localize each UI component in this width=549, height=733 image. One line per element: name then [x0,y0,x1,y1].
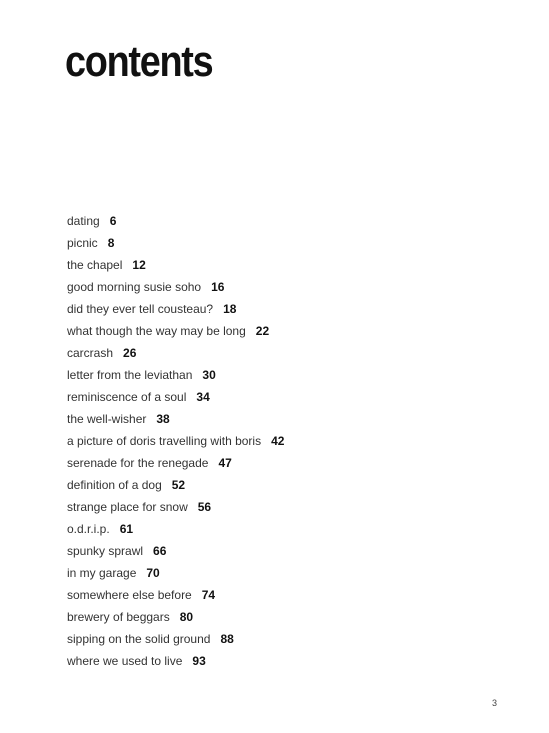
toc-entry-page-number: 42 [271,434,285,448]
toc-entry-page-number: 47 [218,456,232,470]
toc-entry-title: definition of a dog [67,478,162,492]
toc-entry [67,276,284,298]
toc-entry-title: somewhere else before [67,588,192,602]
toc-entry [67,320,284,342]
toc-entry-title: picnic [67,236,98,250]
page-number: 3 [492,698,498,708]
toc-entry-title: reminiscence of a soul [67,390,187,404]
toc-entry [67,232,284,254]
toc-entry-page-number: 74 [201,588,216,602]
toc-entry-title: the well-wisher [67,412,147,426]
toc-entry-page-number: 34 [196,390,210,404]
toc-entry [67,254,284,276]
toc-entry-title: serenade for the renegade [67,456,209,470]
toc-entry [67,650,284,672]
toc-entry-title: a picture of doris travelling with boris [67,434,262,448]
toc-entry-page-number: 26 [123,346,137,360]
toc-entry-title: strange place for snow [67,500,188,514]
toc-entry-title: did they ever tell cousteau? [67,302,214,316]
toc-entry-page-number: 22 [255,324,270,338]
table-of-contents [67,210,284,672]
toc-entry [67,562,284,584]
toc-entry-title: letter from the leviathan [67,368,193,382]
toc-entry-title: in my garage [67,566,137,580]
toc-entry-title: spunky sprawl [67,544,144,558]
toc-entry-title: o.d.r.i.p. [67,522,110,536]
toc-entry [67,496,284,518]
toc-entry-page-number: 66 [153,544,167,558]
toc-entry [67,474,284,496]
toc-entry-title: good morning susie soho [67,280,202,294]
toc-entry-page-number: 52 [171,478,186,492]
toc-entry-title: the chapel [67,258,123,272]
toc-entry [67,210,284,232]
toc-entry [67,430,284,452]
toc-entry [67,452,284,474]
toc-entry [67,606,284,628]
toc-entry [67,584,284,606]
toc-entry-page-number: 8 [107,236,115,250]
toc-entry-page-number: 56 [197,500,212,514]
page-title: contents [65,37,213,86]
toc-entry [67,628,284,650]
toc-entry-title: brewery of beggars [67,610,170,624]
toc-entry [67,298,284,320]
toc-entry [67,386,284,408]
toc-entry [67,540,284,562]
toc-entry-page-number: 70 [146,566,160,580]
toc-entry-page-number: 16 [211,280,225,294]
toc-entry-page-number: 38 [156,412,170,426]
toc-entry-title: what though the way may be long [67,324,246,338]
toc-entry-page-number: 93 [192,654,206,668]
toc-entry-page-number: 61 [119,522,134,536]
toc-entry-title: carcrash [67,346,114,360]
toc-entry [67,408,284,430]
toc-entry [67,364,284,386]
toc-entry [67,518,284,540]
toc-entry-title: sipping on the solid ground [67,632,211,646]
toc-entry-page-number: 80 [179,610,194,624]
toc-entry-page-number: 6 [109,214,117,228]
toc-entry-title: dating [67,214,100,228]
toc-entry-page-number: 88 [220,632,234,646]
toc-entry-title: where we used to live [67,654,183,668]
toc-entry-page-number: 12 [132,258,146,272]
toc-entry-page-number: 30 [202,368,216,382]
toc-entry-page-number: 18 [223,302,237,316]
toc-entry [67,342,284,364]
